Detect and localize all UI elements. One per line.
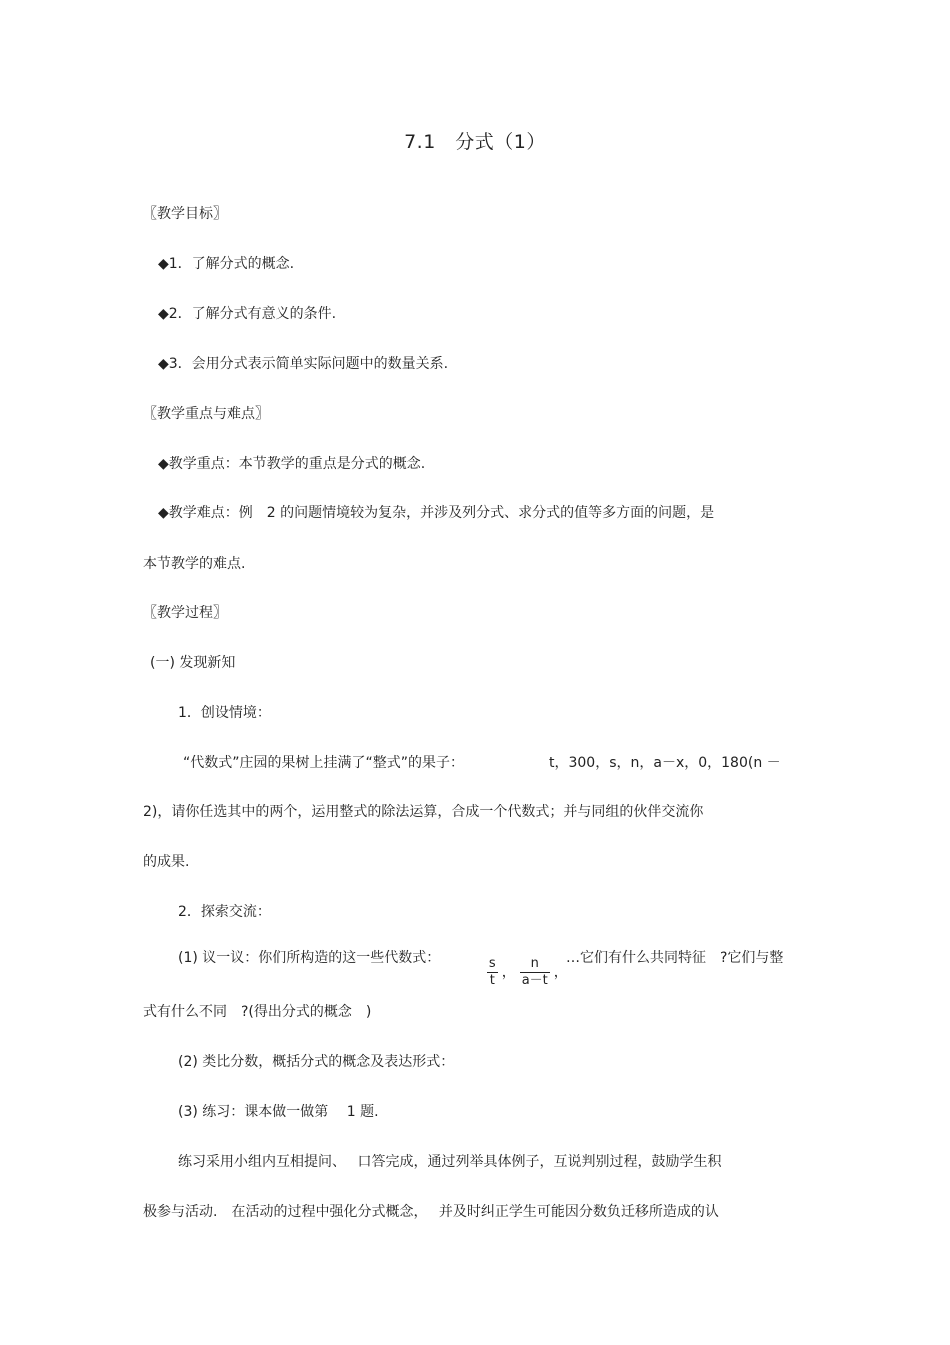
scene-text: 2)，请你任选其中的两个，运用整式的除法运算，合成一个代数式；并与同组的伙伴交流你 (143, 804, 704, 820)
fraction-s-over-t: $\frac{s}{t}$ (488, 956, 496, 988)
step-heading: 1．创设情境： (178, 705, 271, 721)
comma: ， (501, 964, 516, 981)
practice-description: 极参与活动. 在活动的过程中强化分式概念， 并及时纠正学生可能因分数负迁移所造成的认 (143, 1204, 719, 1220)
practice-text: (3) 练习：课本做一做第 1 题. (178, 1104, 379, 1120)
practice-description: 练习采用小组内互相提问、 口答完成，通过列举具体例子，互说判别过程，鼓励学生积 (178, 1154, 722, 1170)
discuss-text: 式有什么不同 ?(得出分式的概念 ) (143, 1004, 372, 1020)
scene-expressions: t，300，s，n，a－x，0，180(n － (549, 755, 781, 771)
step-heading: 2．探索交流： (178, 904, 271, 920)
scene-text: 的成果. (143, 854, 190, 870)
section-heading: (一) 发现新知 (150, 655, 236, 671)
key-point: ◆教学重点：本节教学的重点是分式的概念. (158, 456, 426, 472)
analogy-text: (2) 类比分数，概括分式的概念及表达形式： (178, 1054, 455, 1070)
discuss-text: …它们有什么共同特征 ?它们与整 (566, 950, 784, 966)
page-title: 7.1 分式（1） (404, 131, 546, 153)
key-header: 〖教学重点与难点〗 (143, 406, 269, 422)
comma: ， (553, 964, 568, 981)
goal-item: ◆1．了解分式的概念. (158, 256, 295, 272)
fraction-group (474, 938, 568, 989)
goal-item: ◆3．会用分式表示简单实际问题中的数量关系. (158, 356, 449, 372)
difficulty-line: ◆教学难点：例 2 的问题情境较为复杂，并涉及列分式、求分式的值等多方面的问题，是 (158, 505, 715, 521)
discuss-text: (1) 议一议：你们所构造的这一些代数式： (178, 950, 441, 966)
goals-header: 〖教学目标〗 (143, 206, 227, 222)
difficulty-line: 本节教学的难点. (143, 556, 246, 572)
scene-text: “代数式”庄园的果树上挂满了“整式”的果子： (183, 755, 465, 771)
process-header: 〖教学过程〗 (143, 605, 227, 621)
fraction-n-over-a-minus-t: $\frac{n}{a-t}$ (521, 956, 548, 988)
goal-item: ◆2．了解分式有意义的条件. (158, 306, 337, 322)
